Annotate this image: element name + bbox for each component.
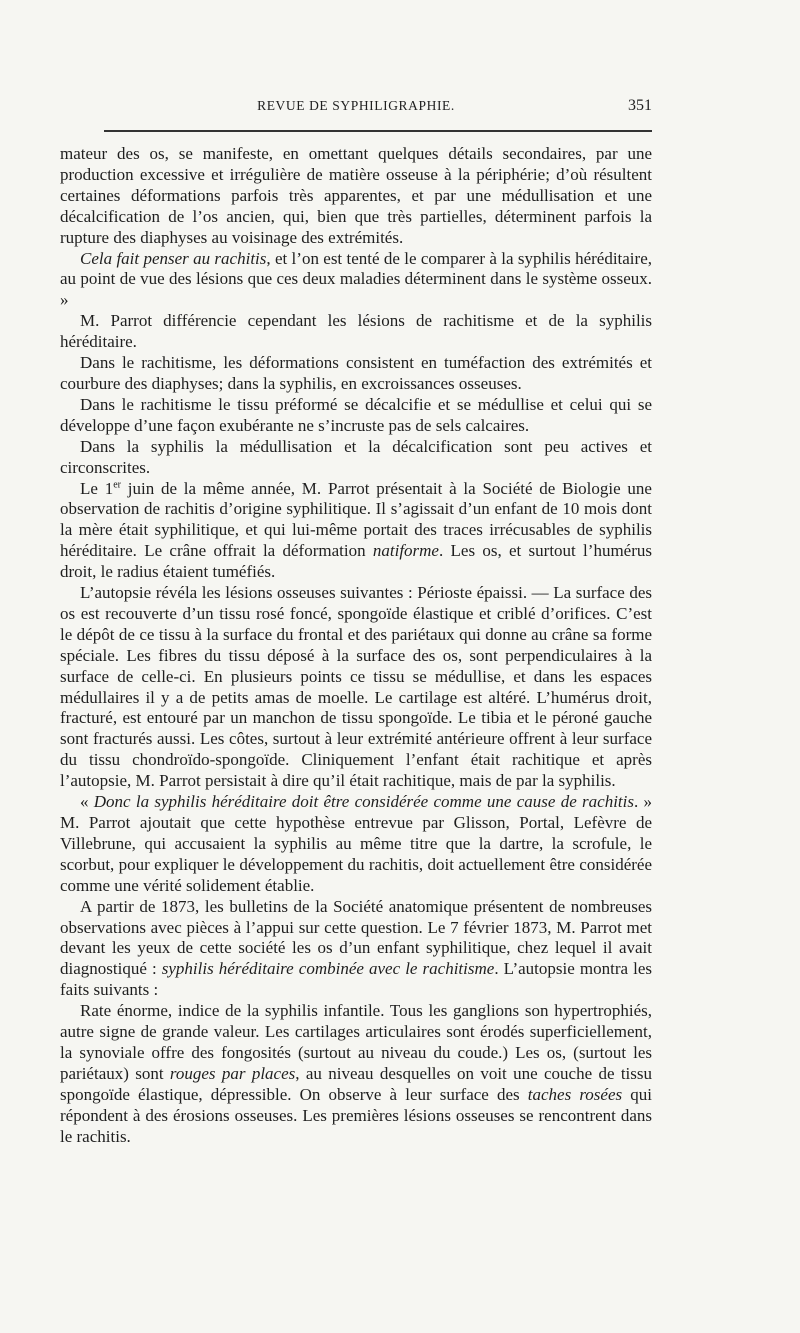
text-segment: . Les os, et surtout l’humérus droit, le radius étaient tuméfiés. <box>60 541 652 582</box>
text-segment: Dans le rachitisme le tissu préformé se décalcifie et se médullise et celui qui se développe d’une façon exubérante ne s’incruste pas de sels calcaires. <box>60 394 652 435</box>
header-rule <box>104 130 652 132</box>
paragraph <box>60 479 652 584</box>
text-segment: , au niveau desquelles on voit une couche de tissu spongoïde élastique, dépressible. On observe à leur surface des <box>60 1063 652 1104</box>
text-segment: , et l’on est tenté de le comparer à la syphilis héréditaire, au point de vue des lésions que ces deux maladies déterminent dans le système osseux. » <box>60 248 652 310</box>
page-number: 351 <box>628 97 652 114</box>
text-segment: Dans le rachitisme, les déformations consistent en tuméfaction des extrémités et courbure des diaphyses; dans la syphilis, en excroissances osseuses. <box>60 353 652 393</box>
text-segment: Le 1 <box>80 478 114 498</box>
paragraph <box>60 395 652 437</box>
italic-text: taches rosées <box>527 1084 623 1104</box>
text-segment: A partir de 1873, les bulletins de la Société anatomique présentent de nombreuses observations avec pièces à l’appui sur cette question. Le 7 février 1873, M. Parrot met devant les yeux de cette société les os d’un enfant syphilitique, chez lequel il avait diagnostiqué : <box>60 896 652 979</box>
paragraph <box>60 792 652 897</box>
body-text <box>60 144 652 1148</box>
text-segment: L’autopsie révéla les lésions osseuses suivantes : Périoste épaissi. — La surface des os est recouverte d’un tissu rosé foncé, spongoïde élastique et criblé d’orifices. C’est le dépôt de ce tissu à la surface du frontal et des pariétaux qui donne au crâne sa forme spéciale. Les fibres du tissu déposé à la surface des os, sont perpendiculaires à la surface de celle-ci. En plusieurs points ce tissu se médullise, et dans les espaces médullaires il y a de petits amas de moelle. Le cartilage est altéré. L’humérus droit, fracturé, est entouré par un manchon de tissu spongoïde. Le tibia et le péroné gauche sont fracturés aussi. Les côtes, surtout à leur extrémité antérieure offrent à leur surface du tissu chondroïdo-spongoïde. Cliniquement l’enfant était rachitique et après l’autopsie, M. Parrot persistait à dire qu’il était rachitique, mais de par la syphilis. <box>60 583 652 791</box>
paragraph <box>60 897 652 1002</box>
superscript-text: er <box>113 478 121 490</box>
text-segment: juin de la même année, M. Parrot présentait à la Société de Biologie une observation de rachitis d’origine syphilitique. Il s’agissait d’un enfant de 10 mois dont la mère était syphilitique, et qui lui-même portait des traces irrécusables de syphilis héréditaire. Le crâne offrait la déformation <box>60 478 652 561</box>
page-header <box>60 98 652 120</box>
text-segment: « <box>80 792 94 812</box>
paragraph <box>60 1001 652 1147</box>
italic-text: rouges par places <box>169 1063 296 1083</box>
text-segment: M. Parrot différencie cependant les lésions de rachitisme et de la syphilis héréditaire. <box>60 311 652 352</box>
text-segment: . » M. Parrot ajoutait que cette hypothèse entrevue par Glisson, Portal, Lefèvre de Villebrune, qui accusaient la syphilis au même titre que la dartre, la scrofule, le scorbut, pour expliquer le développement du rachitis, doit actuellement être considérée comme une vérité solidement établie. <box>60 792 653 895</box>
text-segment: Rate énorme, indice de la syphilis infantile. Tous les ganglions son hypertrophiés, autre signe de grande valeur. Les cartilages articulaires sont érodés superficiellement, la synoviale offre des fongosités (surtout au niveau du coude.) Les os, (surtout les pariétaux) sont <box>60 1001 652 1083</box>
paragraph <box>60 353 652 395</box>
text-segment: Dans la syphilis la médullisation et la décalcification sont peu actives et circonscrites. <box>60 436 652 477</box>
text-segment: . L’autopsie montra les faits suivants : <box>60 959 652 1000</box>
italic-text: Donc la syphilis héréditaire doit être considérée comme une cause de rachitis <box>93 792 634 812</box>
italic-text: Cela fait penser au rachitis <box>80 248 267 268</box>
text-segment: mateur des os, se manifeste, en omettant quelques détails secondaires, par une production excessive et irrégulière de matière osseuse à la périphérie; d’où résultent certaines déformations parfois très apparentes, et par une médullisation et une décalcification de l’os ancien, qui, bien que très partielles, déterminent parfois la rupture des diaphyses au voisinage des extrémités. <box>60 144 652 247</box>
paragraph <box>60 249 652 312</box>
italic-text: natiforme <box>372 541 439 561</box>
paragraph <box>60 583 652 792</box>
italic-text: syphilis héréditaire combinée avec le rachitisme <box>161 959 495 979</box>
paragraph <box>60 311 652 353</box>
running-title: REVUE DE SYPHILIGRAPHIE. <box>257 98 455 113</box>
paragraph <box>60 437 652 479</box>
paragraph <box>60 144 652 249</box>
text-segment: qui répondent à des érosions osseuses. Les premières lésions osseuses se rencontrent dans le rachitis. <box>60 1084 652 1146</box>
